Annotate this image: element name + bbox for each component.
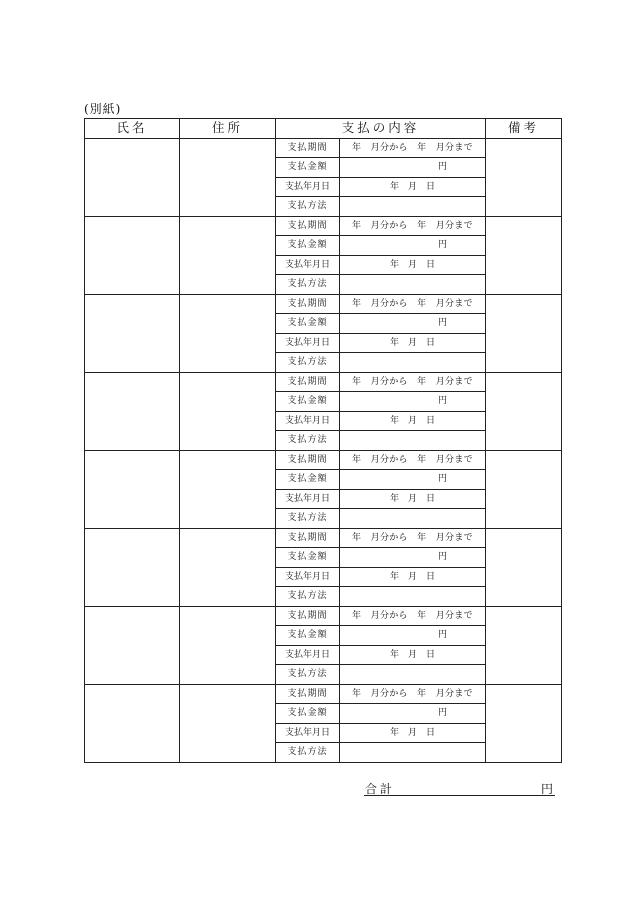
payment-field-label: 支払方法 bbox=[276, 665, 340, 685]
payment-field-value[interactable]: 円 bbox=[340, 392, 486, 412]
address-cell[interactable] bbox=[180, 528, 276, 606]
address-cell[interactable] bbox=[180, 216, 276, 294]
name-cell[interactable] bbox=[85, 528, 180, 606]
address-cell[interactable] bbox=[180, 138, 276, 216]
payment-field-value[interactable]: 年 月分から 年 月分まで bbox=[340, 216, 486, 236]
remarks-cell[interactable] bbox=[486, 216, 562, 294]
payment-field-value[interactable]: 円 bbox=[340, 704, 486, 724]
payment-field-label: 支払年月日 bbox=[276, 645, 340, 665]
name-cell[interactable] bbox=[85, 606, 180, 684]
payment-field-label: 支払金額 bbox=[276, 548, 340, 568]
payment-field-label: 支払年月日 bbox=[276, 489, 340, 509]
payment-field-value[interactable]: 年 月分から 年 月分まで bbox=[340, 450, 486, 470]
payment-field-label: 支払方法 bbox=[276, 353, 340, 373]
payment-field-label: 支払年月日 bbox=[276, 177, 340, 197]
payment-field-value[interactable]: 年 月分から 年 月分まで bbox=[340, 606, 486, 626]
payment-field-label: 支払金額 bbox=[276, 392, 340, 412]
payment-field-label: 支払期間 bbox=[276, 450, 340, 470]
remarks-cell[interactable] bbox=[486, 138, 562, 216]
payment-form-table bbox=[84, 118, 562, 763]
payment-field-label: 支払金額 bbox=[276, 236, 340, 256]
payment-field-value[interactable] bbox=[340, 587, 486, 607]
payment-field-label: 支払方法 bbox=[276, 509, 340, 529]
payment-field-value[interactable] bbox=[340, 197, 486, 217]
payment-field-label: 支払金額 bbox=[276, 158, 340, 178]
header-row bbox=[85, 119, 562, 139]
payment-field-value[interactable]: 年 月 日 bbox=[340, 645, 486, 665]
payment-field-label: 支払期間 bbox=[276, 528, 340, 548]
address-cell[interactable] bbox=[180, 684, 276, 762]
payment-field-label: 支払金額 bbox=[276, 314, 340, 334]
payment-field-value[interactable]: 年 月分から 年 月分まで bbox=[340, 294, 486, 314]
payment-field-value[interactable] bbox=[340, 353, 486, 373]
address-cell[interactable] bbox=[180, 606, 276, 684]
header-payment-content: 支払の内容 bbox=[276, 119, 486, 139]
payment-field-label: 支払方法 bbox=[276, 743, 340, 763]
entry-row bbox=[85, 216, 562, 236]
payment-field-value[interactable]: 年 月 日 bbox=[340, 723, 486, 743]
name-cell[interactable] bbox=[85, 138, 180, 216]
payment-field-label: 支払方法 bbox=[276, 197, 340, 217]
entry-row bbox=[85, 450, 562, 470]
payment-field-label: 支払方法 bbox=[276, 431, 340, 451]
payment-field-label: 支払期間 bbox=[276, 216, 340, 236]
payment-field-label: 支払金額 bbox=[276, 470, 340, 490]
address-cell[interactable] bbox=[180, 372, 276, 450]
payment-field-label: 支払年月日 bbox=[276, 333, 340, 353]
payment-field-value[interactable]: 円 bbox=[340, 236, 486, 256]
payment-field-label: 支払期間 bbox=[276, 684, 340, 704]
payment-field-value[interactable] bbox=[340, 509, 486, 529]
payment-field-value[interactable] bbox=[340, 743, 486, 763]
payment-field-label: 支払期間 bbox=[276, 372, 340, 392]
payment-field-value[interactable]: 円 bbox=[340, 470, 486, 490]
payment-field-value[interactable]: 年 月分から 年 月分まで bbox=[340, 372, 486, 392]
payment-field-value[interactable]: 年 月 日 bbox=[340, 333, 486, 353]
name-cell[interactable] bbox=[85, 372, 180, 450]
payment-field-label: 支払年月日 bbox=[276, 411, 340, 431]
entry-row bbox=[85, 138, 562, 158]
name-cell[interactable] bbox=[85, 450, 180, 528]
entry-row bbox=[85, 294, 562, 314]
payment-field-value[interactable]: 年 月分から 年 月分まで bbox=[340, 138, 486, 158]
remarks-cell[interactable] bbox=[486, 684, 562, 762]
name-cell[interactable] bbox=[85, 294, 180, 372]
payment-field-value[interactable] bbox=[340, 275, 486, 295]
payment-field-label: 支払期間 bbox=[276, 294, 340, 314]
address-cell[interactable] bbox=[180, 450, 276, 528]
payment-field-value[interactable] bbox=[340, 665, 486, 685]
name-cell[interactable] bbox=[85, 216, 180, 294]
total-line bbox=[364, 780, 555, 796]
header-address: 住所 bbox=[180, 119, 276, 139]
payment-field-value[interactable]: 円 bbox=[340, 626, 486, 646]
payment-field-value[interactable]: 円 bbox=[340, 158, 486, 178]
total-unit: 円 bbox=[540, 782, 553, 796]
remarks-cell[interactable] bbox=[486, 372, 562, 450]
remarks-cell[interactable] bbox=[486, 294, 562, 372]
total-label: 合計 bbox=[365, 782, 396, 796]
payment-field-value[interactable]: 円 bbox=[340, 314, 486, 334]
header-name: 氏名 bbox=[85, 119, 180, 139]
payment-field-value[interactable]: 年 月 日 bbox=[340, 411, 486, 431]
entry-row bbox=[85, 528, 562, 548]
remarks-cell[interactable] bbox=[486, 450, 562, 528]
entry-row bbox=[85, 372, 562, 392]
payment-field-label: 支払期間 bbox=[276, 138, 340, 158]
payment-field-label: 支払金額 bbox=[276, 626, 340, 646]
payment-field-value[interactable]: 年 月 日 bbox=[340, 255, 486, 275]
entry-row bbox=[85, 684, 562, 704]
payment-field-label: 支払年月日 bbox=[276, 567, 340, 587]
entries-body bbox=[85, 138, 562, 762]
payment-field-value[interactable]: 年 月分から 年 月分まで bbox=[340, 684, 486, 704]
remarks-cell[interactable] bbox=[486, 528, 562, 606]
payment-field-value[interactable]: 年 月分から 年 月分まで bbox=[340, 528, 486, 548]
payment-field-label: 支払期間 bbox=[276, 606, 340, 626]
payment-field-value[interactable]: 年 月 日 bbox=[340, 567, 486, 587]
payment-field-value[interactable]: 年 月 日 bbox=[340, 177, 486, 197]
payment-field-label: 支払金額 bbox=[276, 704, 340, 724]
payment-field-value[interactable] bbox=[340, 431, 486, 451]
payment-field-label: 支払方法 bbox=[276, 587, 340, 607]
annex-label: (別紙) bbox=[84, 102, 122, 116]
header-remarks: 備考 bbox=[486, 119, 562, 139]
payment-field-value[interactable]: 年 月 日 bbox=[340, 489, 486, 509]
address-cell[interactable] bbox=[180, 294, 276, 372]
payment-field-label: 支払年月日 bbox=[276, 723, 340, 743]
payment-field-value[interactable]: 円 bbox=[340, 548, 486, 568]
payment-field-label: 支払年月日 bbox=[276, 255, 340, 275]
name-cell[interactable] bbox=[85, 684, 180, 762]
entry-row bbox=[85, 606, 562, 626]
remarks-cell[interactable] bbox=[486, 606, 562, 684]
payment-field-label: 支払方法 bbox=[276, 275, 340, 295]
